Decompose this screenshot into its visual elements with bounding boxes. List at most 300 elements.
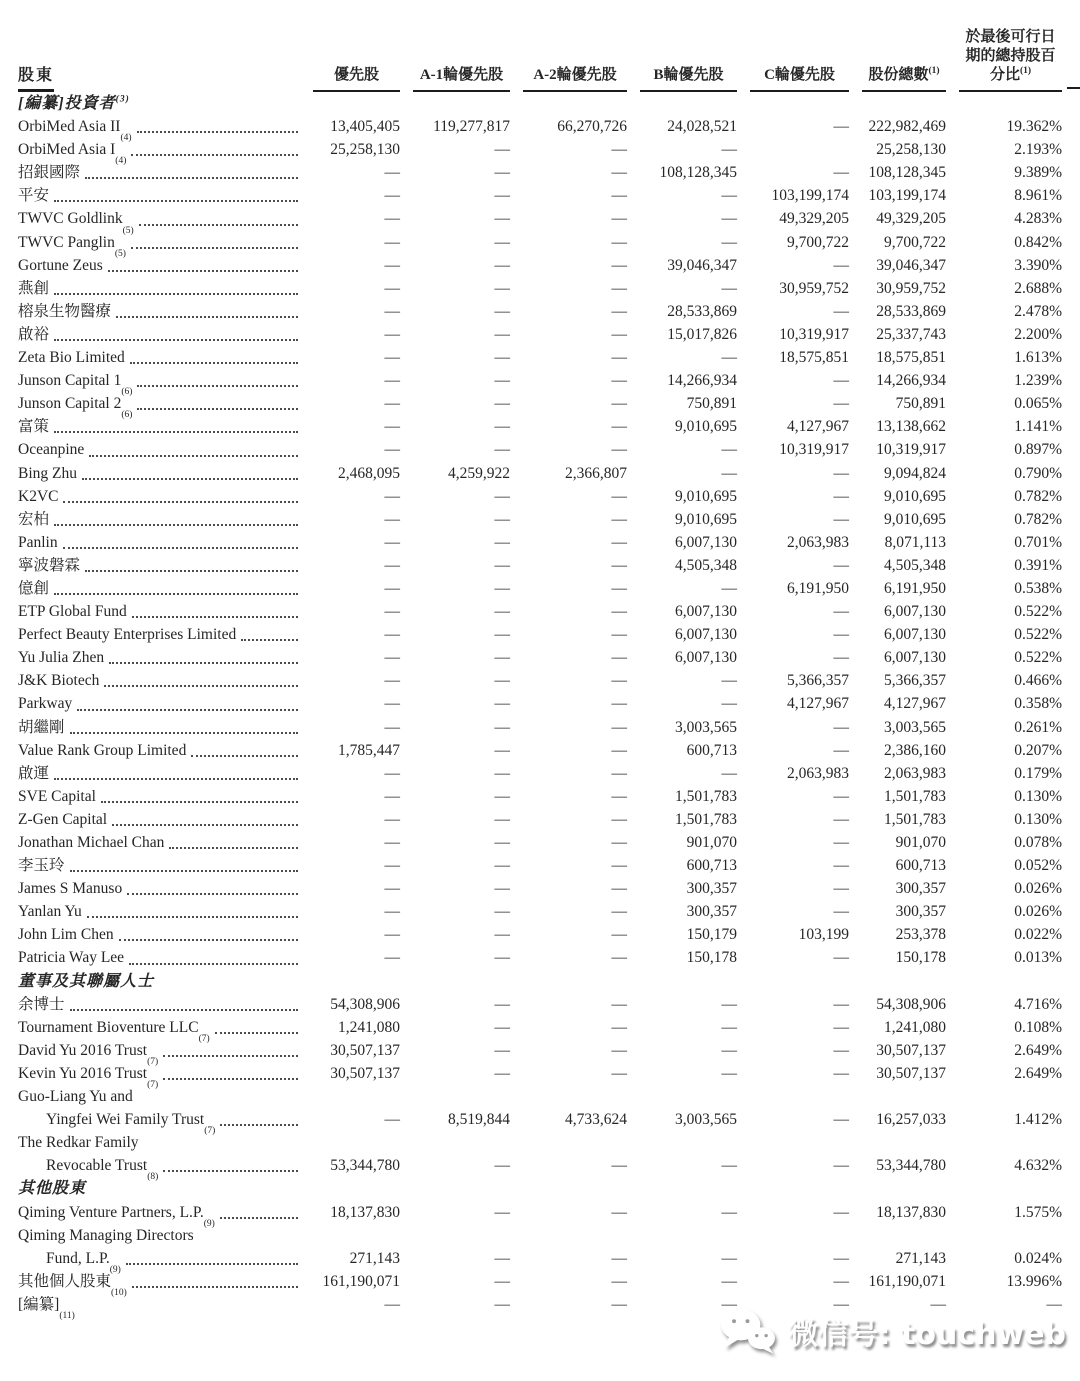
shareholder-name-cell bbox=[18, 1293, 300, 1321]
shareholder-name-text: Tournament Bioventure LLC bbox=[18, 1018, 199, 1036]
share-count-cell: 10,319,917 bbox=[779, 325, 849, 343]
share-count-cell: 4,733,624 bbox=[565, 1111, 627, 1129]
shareholder-name bbox=[18, 646, 300, 669]
share-count-cell: 150,178 bbox=[686, 949, 737, 967]
column-header bbox=[300, 0, 400, 92]
dot-leader bbox=[132, 616, 298, 618]
share-count-cell: — bbox=[384, 1111, 400, 1129]
share-count-cell: — bbox=[833, 1064, 849, 1082]
shareholder-name: [編纂] (11) bbox=[18, 1293, 300, 1316]
shareholder-name bbox=[18, 577, 300, 600]
shareholder-name: Yingfei Wei Family Trust (7) bbox=[18, 1108, 300, 1131]
column-header-line: 於最後可行日 bbox=[965, 29, 1056, 45]
shareholder-name-text: Fund, L.P. bbox=[46, 1249, 110, 1267]
table-row bbox=[18, 231, 1062, 254]
table-row bbox=[18, 623, 1062, 646]
share-count-cell: — bbox=[611, 718, 627, 736]
table-row bbox=[18, 600, 1062, 623]
share-count-cell: — bbox=[833, 395, 849, 413]
share-count-cell: — bbox=[833, 1272, 849, 1290]
shareholder-name-text: James S Manuso bbox=[18, 880, 123, 898]
share-count-cell: — bbox=[833, 787, 849, 805]
share-count-cell: — bbox=[494, 256, 510, 274]
share-count-cell: — bbox=[611, 556, 627, 574]
table-row bbox=[18, 646, 1062, 669]
share-count-cell: — bbox=[611, 256, 627, 274]
column-header-line: 期的總持股百 bbox=[965, 48, 1056, 64]
share-count-cell: — bbox=[384, 164, 400, 182]
shareholder-name: Kevin Yu 2016 Trust (7) bbox=[18, 1062, 300, 1085]
share-count-cell: 10,319,917 bbox=[779, 441, 849, 459]
shareholder-name-cell bbox=[18, 854, 300, 877]
share-count-cell: — bbox=[494, 395, 510, 413]
shareholder-name bbox=[18, 508, 300, 531]
shareholder-name bbox=[18, 808, 300, 831]
share-count-cell: — bbox=[611, 510, 627, 528]
share-count-cell: — bbox=[494, 718, 510, 736]
dot-leader bbox=[54, 200, 298, 202]
shareholder-name-cell bbox=[18, 1085, 300, 1137]
share-count-cell: 6,007,130 bbox=[675, 626, 737, 644]
table-row bbox=[18, 300, 1062, 323]
shareholder-name-text: Junson Capital 1 bbox=[18, 372, 122, 390]
footnote-marker: (3) bbox=[115, 94, 130, 105]
shareholder-name: TWVC Panglin (5) bbox=[18, 231, 300, 254]
share-count-cell: — bbox=[494, 487, 510, 505]
shareholder-name-text: Jonathan Michael Chan bbox=[18, 834, 165, 851]
shareholder-name bbox=[18, 623, 300, 646]
table-header-row bbox=[18, 0, 1062, 92]
share-count-cell: 49,329,205 bbox=[779, 210, 849, 228]
share-count-cell: — bbox=[384, 510, 400, 528]
share-count-cell: — bbox=[833, 903, 849, 921]
shareholder-name-text: Junson Capital 2 bbox=[18, 395, 122, 413]
section-header-row bbox=[18, 92, 1062, 115]
shareholder-name bbox=[18, 600, 300, 623]
share-count-cell: 5,366,357 bbox=[884, 672, 946, 690]
percent-cell: 0.782% bbox=[1014, 487, 1062, 505]
share-count-cell: — bbox=[384, 533, 400, 551]
dot-leader bbox=[85, 177, 298, 179]
section-title: 董事及其聯屬人士 bbox=[18, 972, 155, 990]
share-count-cell: — bbox=[833, 1249, 849, 1267]
dot-leader bbox=[82, 478, 298, 480]
percent-cell: 0.179% bbox=[1014, 764, 1062, 782]
dot-leader bbox=[89, 455, 298, 457]
share-count-cell: — bbox=[494, 302, 510, 320]
percent-cell: 0.207% bbox=[1014, 741, 1062, 759]
share-count-cell: — bbox=[721, 1018, 737, 1036]
share-count-cell: — bbox=[721, 1249, 737, 1267]
table-row bbox=[18, 993, 1062, 1016]
percent-cell: 0.130% bbox=[1014, 787, 1062, 805]
dot-leader bbox=[109, 662, 298, 664]
share-count-cell: — bbox=[611, 487, 627, 505]
shareholder-name-text: 燕創 bbox=[18, 279, 50, 297]
shareholder-name-cell bbox=[18, 646, 300, 669]
share-count-cell: — bbox=[833, 510, 849, 528]
share-count-cell: — bbox=[611, 834, 627, 851]
share-count-cell: — bbox=[384, 579, 400, 597]
share-count-cell: 14,266,934 bbox=[876, 372, 946, 390]
percent-cell: 0.026% bbox=[1014, 880, 1062, 898]
share-count-cell: 750,891 bbox=[686, 395, 737, 413]
shareholder-name-cell bbox=[18, 669, 300, 692]
share-count-cell: 54,308,906 bbox=[876, 995, 946, 1013]
column-header-rule bbox=[640, 66, 737, 92]
share-count-cell: — bbox=[384, 834, 400, 851]
share-count-cell: — bbox=[833, 256, 849, 274]
table-row bbox=[18, 115, 1062, 138]
share-count-cell: 108,128,345 bbox=[868, 164, 946, 182]
dot-leader bbox=[191, 755, 298, 757]
percent-cell: 0.130% bbox=[1014, 810, 1062, 828]
share-count-cell: 6,007,130 bbox=[884, 603, 946, 621]
share-count-cell: — bbox=[930, 1295, 946, 1313]
share-count-cell: — bbox=[721, 1041, 737, 1059]
percent-cell: 13.996% bbox=[1006, 1272, 1062, 1290]
share-count-cell: 600,713 bbox=[895, 857, 946, 875]
column-header-line: C輪優先股 bbox=[764, 67, 835, 83]
share-count-cell: — bbox=[494, 279, 510, 297]
share-count-cell: — bbox=[384, 764, 400, 782]
share-count-cell: 9,094,824 bbox=[884, 464, 946, 482]
share-count-cell: — bbox=[721, 1203, 737, 1221]
table-row bbox=[18, 808, 1062, 831]
percent-cell: 2.478% bbox=[1014, 302, 1062, 320]
share-count-cell bbox=[737, 138, 849, 161]
column-header-line: A-1輪優先股 bbox=[419, 67, 504, 83]
share-count-cell: 2,063,983 bbox=[884, 764, 946, 782]
percent-cell: 0.358% bbox=[1014, 695, 1062, 713]
shareholder-name bbox=[18, 300, 300, 323]
share-count-cell: — bbox=[833, 372, 849, 390]
percent-cell: 0.026% bbox=[1014, 903, 1062, 921]
share-count-cell: — bbox=[384, 949, 400, 967]
share-count-cell: — bbox=[494, 926, 510, 944]
dot-leader bbox=[215, 1032, 298, 1034]
dot-leader bbox=[131, 247, 298, 249]
table-row bbox=[18, 346, 1062, 369]
shareholder-name-cell bbox=[18, 161, 300, 184]
share-count-cell: — bbox=[384, 233, 400, 251]
share-count-cell: 1,501,783 bbox=[675, 787, 737, 805]
shareholder-name bbox=[18, 946, 300, 969]
shareholder-name: Junson Capital 1 (6) bbox=[18, 369, 300, 392]
shareholder-name bbox=[18, 923, 300, 946]
share-count-cell: 3,003,565 bbox=[675, 718, 737, 736]
shareholder-name-cell bbox=[18, 115, 300, 144]
share-count-cell: — bbox=[611, 1249, 627, 1267]
share-count-cell: — bbox=[611, 187, 627, 205]
share-count-cell: — bbox=[384, 487, 400, 505]
share-count-cell: — bbox=[611, 949, 627, 967]
dot-leader bbox=[163, 1170, 298, 1172]
percent-cell: 0.022% bbox=[1014, 926, 1062, 944]
percent-cell: 1.141% bbox=[1014, 418, 1062, 436]
share-count-cell: 18,575,851 bbox=[779, 349, 849, 367]
share-count-cell: 271,143 bbox=[349, 1249, 400, 1267]
share-count-cell: — bbox=[494, 741, 510, 759]
dot-leader bbox=[137, 131, 298, 133]
shareholder-name-cell bbox=[18, 900, 300, 923]
share-count-cell: — bbox=[494, 649, 510, 667]
share-count-cell: — bbox=[494, 1203, 510, 1221]
share-count-cell: 4,505,348 bbox=[675, 556, 737, 574]
shareholder-name-text: Revocable Trust bbox=[46, 1157, 148, 1175]
shareholder-name bbox=[18, 762, 300, 785]
share-count-cell: — bbox=[721, 695, 737, 713]
shareholder-name bbox=[18, 277, 300, 300]
share-count-cell: — bbox=[611, 649, 627, 667]
shareholder-name bbox=[18, 785, 300, 808]
dot-leader bbox=[130, 362, 298, 364]
share-count-cell: — bbox=[611, 164, 627, 182]
share-count-cell: — bbox=[384, 349, 400, 367]
percent-cell: 9.389% bbox=[1014, 164, 1062, 182]
share-count-cell: — bbox=[721, 141, 737, 159]
shareholder-name-cell bbox=[18, 207, 300, 236]
share-count-cell: 2,063,983 bbox=[787, 764, 849, 782]
shareholder-name-cell bbox=[18, 323, 300, 346]
share-count-cell: 4,127,967 bbox=[884, 695, 946, 713]
share-count-cell: — bbox=[494, 949, 510, 967]
share-count-cell: — bbox=[833, 1295, 849, 1313]
share-count-cell: 4,127,967 bbox=[787, 418, 849, 436]
shareholder-name-cell bbox=[18, 623, 300, 646]
share-count-cell: 24,028,521 bbox=[667, 118, 737, 136]
share-count-cell: — bbox=[494, 510, 510, 528]
table-row bbox=[18, 508, 1062, 531]
dot-leader bbox=[137, 385, 298, 387]
column-header-rule bbox=[313, 66, 400, 92]
share-count-cell: — bbox=[384, 187, 400, 205]
shareholder-name bbox=[18, 438, 300, 461]
share-count-cell: — bbox=[494, 187, 510, 205]
shareholder-name-text: Kevin Yu 2016 Trust bbox=[18, 1064, 148, 1082]
share-count-cell: — bbox=[833, 1157, 849, 1175]
share-count-cell: — bbox=[611, 672, 627, 690]
shareholder-name bbox=[18, 323, 300, 346]
share-count-cell: — bbox=[384, 695, 400, 713]
shareholder-name-text: TWVC Goldlink bbox=[18, 210, 123, 228]
share-count-cell: — bbox=[494, 1295, 510, 1313]
percent-cell: 1.239% bbox=[1014, 372, 1062, 390]
shareholder-name-text: 平安 bbox=[18, 187, 50, 205]
share-count-cell: — bbox=[611, 210, 627, 228]
shareholder-name-cell bbox=[18, 1270, 300, 1298]
share-count-cell: 300,357 bbox=[686, 903, 737, 921]
table-row bbox=[18, 1039, 1062, 1062]
shareholder-name-cell bbox=[18, 415, 300, 438]
cutoff-column-rule bbox=[1067, 87, 1080, 89]
table-row bbox=[18, 531, 1062, 554]
share-count-cell: 6,007,130 bbox=[675, 603, 737, 621]
shareholder-name-text: Patricia Way Lee bbox=[18, 949, 125, 967]
share-count-cell: — bbox=[833, 626, 849, 644]
table-row bbox=[18, 184, 1062, 207]
shareholder-name-cell bbox=[18, 692, 300, 715]
dot-leader bbox=[127, 893, 298, 895]
share-count-cell: — bbox=[611, 279, 627, 297]
shareholder-name-text: Qiming Venture Partners, L.P. bbox=[18, 1203, 204, 1221]
share-count-cell: 49,329,205 bbox=[876, 210, 946, 228]
shareholder-name: TWVC Goldlink (5) bbox=[18, 207, 300, 230]
share-count-cell: 1,501,783 bbox=[675, 810, 737, 828]
share-count-cell: 54,308,906 bbox=[330, 995, 400, 1013]
dot-leader bbox=[169, 847, 298, 849]
share-count-cell: — bbox=[494, 164, 510, 182]
section-title-cell bbox=[18, 970, 1062, 993]
share-count-cell: — bbox=[721, 579, 737, 597]
column-header bbox=[510, 0, 627, 92]
share-count-cell: — bbox=[384, 810, 400, 828]
share-count-cell: 28,533,869 bbox=[667, 302, 737, 320]
shareholding-table bbox=[18, 0, 1062, 1321]
table-row bbox=[18, 1131, 1062, 1177]
share-count-cell: — bbox=[611, 857, 627, 875]
share-count-cell: 9,010,695 bbox=[884, 487, 946, 505]
dot-leader bbox=[137, 408, 298, 410]
shareholder-name-cell bbox=[18, 785, 300, 808]
dot-leader bbox=[220, 1124, 298, 1126]
percent-cell: 19.362% bbox=[1006, 118, 1062, 136]
shareholder-name-cell bbox=[18, 1201, 300, 1229]
share-count-cell: — bbox=[611, 1295, 627, 1313]
share-count-cell: 25,337,743 bbox=[876, 325, 946, 343]
shareholder-name-text: SVE Capital bbox=[18, 787, 96, 805]
shareholder-name bbox=[18, 346, 300, 369]
share-count-cell: 30,507,137 bbox=[876, 1041, 946, 1059]
percent-cell: 0.701% bbox=[1014, 533, 1062, 551]
shareholder-name-text: David Yu 2016 Trust bbox=[18, 1041, 148, 1059]
dot-leader bbox=[77, 709, 298, 711]
shareholder-name: 其他個人股東 (10) bbox=[18, 1270, 300, 1293]
shareholder-name-text: 啟裕 bbox=[18, 325, 50, 343]
shareholder-name: Fund, L.P. (9) bbox=[18, 1247, 300, 1270]
shareholder-name bbox=[18, 831, 300, 854]
share-count-cell: 103,199,174 bbox=[868, 187, 946, 205]
share-count-cell: 6,007,130 bbox=[675, 533, 737, 551]
share-count-cell: — bbox=[384, 603, 400, 621]
shareholder-name-cell bbox=[18, 762, 300, 785]
share-count-cell: — bbox=[384, 1295, 400, 1313]
share-count-cell: — bbox=[494, 141, 510, 159]
share-count-cell: 103,199 bbox=[798, 926, 849, 944]
share-count-cell: — bbox=[611, 1018, 627, 1036]
shareholder-name-text: Yu Julia Zhen bbox=[18, 649, 105, 667]
share-count-cell: 300,357 bbox=[895, 880, 946, 898]
table-row bbox=[18, 323, 1062, 346]
watermark-text: 微信号: touchweb bbox=[788, 1317, 1066, 1352]
shareholder-name-cell bbox=[18, 508, 300, 531]
share-count-cell: 150,179 bbox=[686, 926, 737, 944]
share-count-cell: — bbox=[611, 302, 627, 320]
footnote-marker: (1) bbox=[928, 66, 940, 76]
share-count-cell: 3,003,565 bbox=[884, 718, 946, 736]
dot-leader bbox=[87, 916, 298, 918]
shareholder-name bbox=[18, 415, 300, 438]
share-count-cell: — bbox=[833, 995, 849, 1013]
shareholder-name-text: 胡繼剛 bbox=[18, 718, 65, 736]
share-count-cell: — bbox=[721, 1295, 737, 1313]
share-count-cell: 9,700,722 bbox=[884, 233, 946, 251]
table-row bbox=[18, 785, 1062, 808]
shareholder-name-cell bbox=[18, 438, 300, 461]
share-count-cell: — bbox=[384, 880, 400, 898]
shareholder-name-cell bbox=[18, 254, 300, 277]
share-count-cell: 6,007,130 bbox=[884, 649, 946, 667]
percent-cell: 0.108% bbox=[1014, 1018, 1062, 1036]
share-count-cell: — bbox=[494, 1157, 510, 1175]
shareholder-name bbox=[18, 554, 300, 577]
share-count-cell: — bbox=[611, 325, 627, 343]
share-count-cell: — bbox=[611, 349, 627, 367]
share-count-cell: — bbox=[721, 1272, 737, 1290]
share-count-cell: 9,010,695 bbox=[675, 510, 737, 528]
share-count-cell: 1,501,783 bbox=[884, 810, 946, 828]
percent-cell: 0.522% bbox=[1014, 626, 1062, 644]
share-count-cell: — bbox=[611, 1157, 627, 1175]
share-count-cell: — bbox=[721, 764, 737, 782]
share-count-cell: — bbox=[833, 949, 849, 967]
share-count-cell: — bbox=[833, 1041, 849, 1059]
share-count-cell: 39,046,347 bbox=[667, 256, 737, 274]
shareholder-name-cell bbox=[18, 184, 300, 207]
share-count-cell: — bbox=[384, 556, 400, 574]
share-count-cell: — bbox=[611, 903, 627, 921]
table-row bbox=[18, 254, 1062, 277]
share-count-cell: — bbox=[833, 880, 849, 898]
share-count-cell: — bbox=[833, 1018, 849, 1036]
shareholder-name-text: 億創 bbox=[18, 579, 50, 597]
percent-cell: 0.782% bbox=[1014, 510, 1062, 528]
share-count-cell: — bbox=[494, 695, 510, 713]
shareholder-name: Junson Capital 2 (6) bbox=[18, 392, 300, 415]
column-header-line: 股份總數$^{(1)}$ bbox=[868, 66, 940, 83]
column-header bbox=[737, 0, 849, 92]
dot-leader bbox=[139, 224, 298, 226]
share-count-cell: — bbox=[721, 279, 737, 297]
share-count-cell: 1,501,783 bbox=[884, 787, 946, 805]
share-count-cell: — bbox=[494, 533, 510, 551]
shareholder-column-label: 股東 bbox=[18, 62, 54, 92]
section-title-cell bbox=[18, 92, 1062, 115]
dot-leader bbox=[63, 501, 298, 503]
shareholder-name-text: TWVC Panglin bbox=[18, 233, 115, 251]
share-count-cell: 901,070 bbox=[895, 834, 946, 851]
shareholder-name-cell bbox=[18, 577, 300, 600]
share-count-cell: 8,071,113 bbox=[884, 533, 946, 551]
share-count-cell: — bbox=[494, 441, 510, 459]
share-count-cell: 2,063,983 bbox=[787, 533, 849, 551]
table-row bbox=[18, 900, 1062, 923]
shareholder-name-cell bbox=[18, 369, 300, 398]
shareholder-name-cell bbox=[18, 531, 300, 554]
wechat-watermark bbox=[719, 1307, 1066, 1355]
shareholder-name-cell bbox=[18, 485, 300, 508]
share-count-cell: — bbox=[384, 418, 400, 436]
shareholder-name-text: 榕泉生物醫療 bbox=[18, 302, 112, 320]
share-count-cell: — bbox=[611, 810, 627, 828]
table-row bbox=[18, 207, 1062, 230]
share-count-cell: 1,785,447 bbox=[338, 741, 400, 759]
shareholder-name-text: K2VC bbox=[18, 487, 59, 505]
share-count-cell: — bbox=[833, 464, 849, 482]
share-count-cell: 53,344,780 bbox=[330, 1157, 400, 1175]
share-count-cell: 108,128,345 bbox=[659, 164, 737, 182]
shareholder-name-text: John Lim Chen bbox=[18, 926, 114, 944]
